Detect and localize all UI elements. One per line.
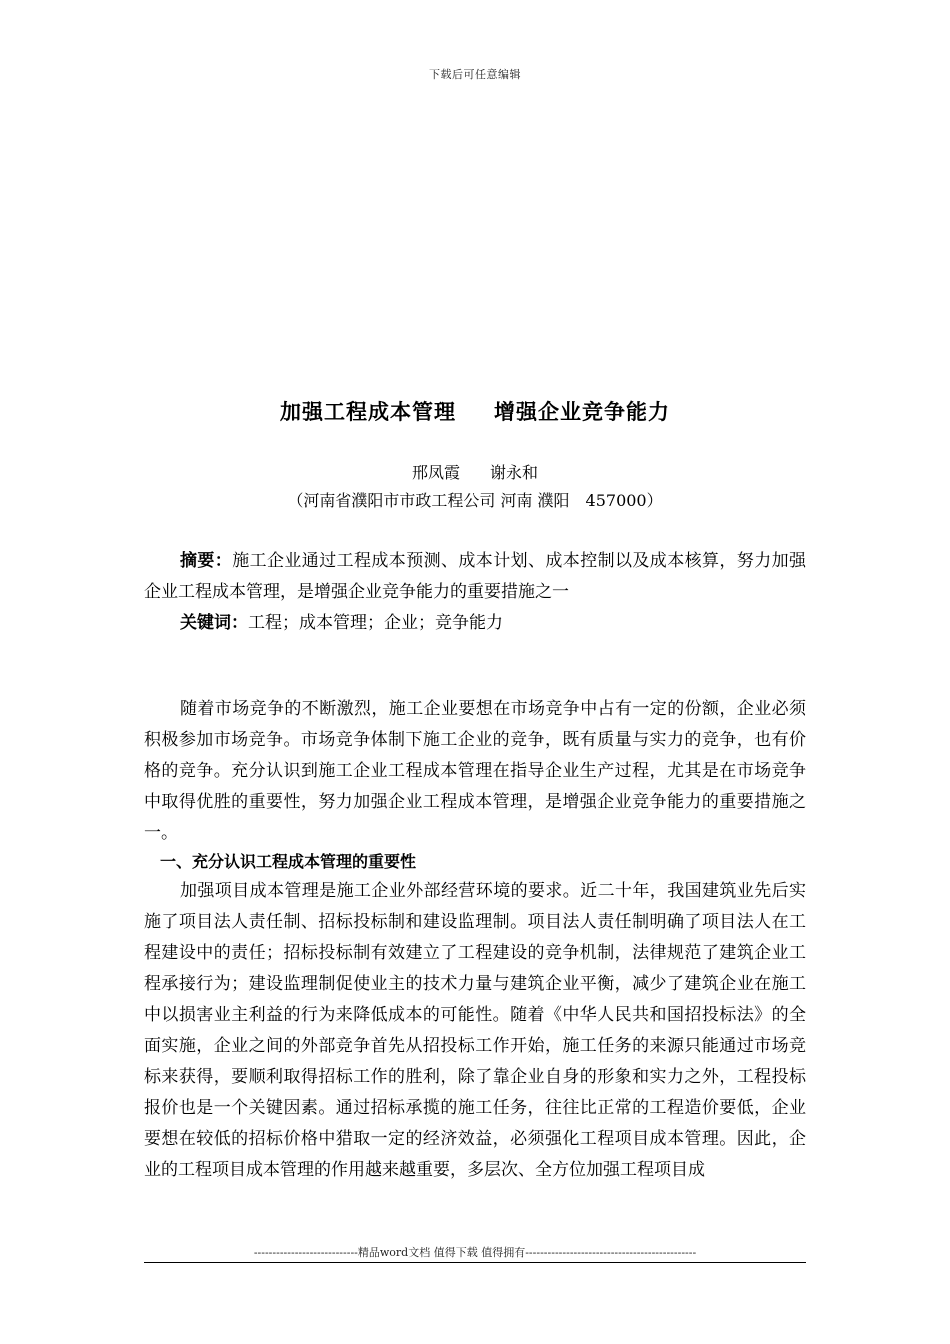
header-note: 下载后可任意编辑 [429,68,521,81]
body-paragraph-2 [144,876,806,1186]
affiliation: （河南省濮阳市市政工程公司 河南 濮阳 457000） [287,491,663,510]
document-title [0,396,950,426]
title-part-2: 增强企业竞争能力 [494,400,670,424]
abstract-text: 施工企业通过工程成本预测、成本计划、成本控制以及成本核算，努力加强企业工程成本管理，是增强企业竞争能力的重要措施之一 [144,551,807,602]
keywords [144,608,806,639]
keywords-text: 工程；成本管理；企业；竞争能力 [248,613,503,633]
paragraph-1-text: 随着市场竞争的不断激烈，施工企业要想在市场竞争中占有一定的份额，企业必须积极参加市场竞争。市场竞争体制下施工企业的竞争，既有质量与实力的竞争，也有价格的竞争。充分认识到施工企业工程成本管理在指导企业生产过程，尤其是在市场竞争中取得优胜的重要性，努力加强企业工程成本管理，是增强企业竞争能力的重要措施之一。 [144,699,806,843]
abstract-label: 摘要： [180,551,233,571]
footer-rule [144,1262,806,1263]
footer-note: ----------------------------精品word文档 值得下载 值得拥有---------------------------------------------- [253,1246,697,1259]
paragraph-2-text: 加强项目成本管理是施工企业外部经营环境的要求。近二十年，我国建筑业先后实施了项目法人责任制、招标投标制和建设监理制。项目法人责任制明确了项目法人在工程建设中的责任；招标投标制有效建立了工程建设的竞争机制，法律规范了建筑企业工程承接行为；建设监理制促使业主的技术力量与建筑企业平衡，减少了建筑企业在施工中以损害业主利益的行为来降低成本的可能性。随着《中华人民共和国招投标法》的全面实施，企业之间的外部竞争首先从招投标工作开始，施工任务的来源只能通过市场竞标来获得，要顺利取得招标工作的胜利，除了靠企业自身的形象和实力之外，工程投标报价也是一个关键因素。通过招标承揽的施工任务，往往比正常的工程造价要低，企业要想在较低的招标价格中猎取一定的经济效益，必须强化工程项目成本管理。因此，企业的工程项目成本管理的作用越来越重要，多层次、全方位加强工程项目成 [144,881,806,1180]
author-1: 邢凤霞 [411,463,460,482]
abstract-section [144,546,806,639]
body-paragraph-1 [144,694,806,849]
authors [0,460,950,483]
abstract [144,546,806,608]
title-part-1: 加强工程成本管理 [280,400,456,424]
section-heading-1: 一、充分认识工程成本管理的重要性 [160,852,417,871]
keywords-label: 关键词： [180,613,248,633]
author-2: 谢永和 [490,463,539,482]
